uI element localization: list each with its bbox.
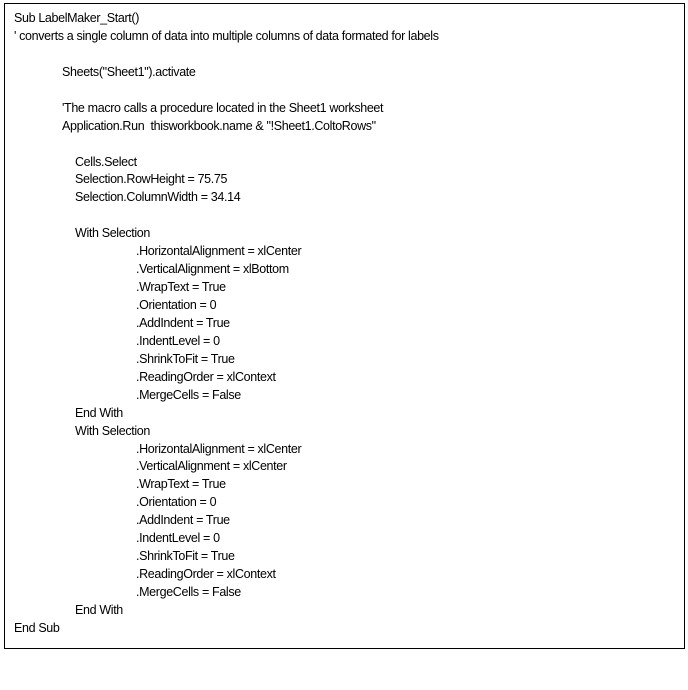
code-line: End With — [75, 602, 123, 617]
code-line: .ReadingOrder = xlContext — [136, 567, 276, 582]
code-line: .MergeCells = False — [136, 387, 241, 402]
blank-code-line — [14, 207, 439, 225]
blank-code-line — [14, 136, 439, 154]
code-line: .HorizontalAlignment = xlCenter — [136, 441, 302, 456]
code-line: .WrapText = True — [136, 477, 226, 492]
code-line: .WrapText = True — [136, 280, 226, 295]
code-line: With Selection — [75, 423, 150, 438]
code-line: Selection.RowHeight = 75.75 — [75, 172, 228, 187]
code-line: .IndentLevel = 0 — [136, 531, 220, 546]
code-line: .Orientation = 0 — [136, 495, 217, 510]
code-line: .Orientation = 0 — [136, 298, 217, 312]
code-line: .AddIndent = True — [136, 513, 230, 528]
code-line: .IndentLevel = 0 — [136, 333, 220, 348]
code-line: End Sub — [14, 620, 60, 635]
code-listing-box — [4, 3, 685, 649]
code-line: With Selection — [75, 226, 150, 241]
code-line: Sheets("Sheet1").activate — [62, 64, 196, 79]
code-line: Application.Run thisworkbook.name & "!Sheet1.ColtoRows" — [62, 118, 376, 133]
code-line: .VerticalAlignment = xlCenter — [136, 459, 287, 474]
blank-code-line — [14, 46, 439, 64]
code-line: Sub LabelMaker_Start() — [14, 11, 140, 25]
code-line: End With — [75, 405, 123, 420]
code-line: .HorizontalAlignment = xlCenter — [136, 244, 302, 259]
blank-code-line — [14, 82, 439, 100]
code-line: Selection.ColumnWidth = 34.14 — [75, 190, 241, 205]
code-line: ' converts a single column of data into multiple columns of data formated for labels — [14, 28, 439, 43]
code-line: .MergeCells = False — [136, 585, 241, 599]
code-line: .VerticalAlignment = xlBottom — [136, 262, 289, 277]
code-line: .AddIndent = True — [136, 315, 230, 330]
code-lines — [14, 10, 439, 638]
code-line: Cells.Select — [75, 154, 137, 169]
code-line: .ShrinkToFit = True — [136, 549, 235, 564]
code-line: .ShrinkToFit = True — [136, 351, 235, 366]
code-line: .ReadingOrder = xlContext — [136, 369, 276, 384]
code-line: 'The macro calls a procedure located in the Sheet1 worksheet — [62, 100, 384, 115]
